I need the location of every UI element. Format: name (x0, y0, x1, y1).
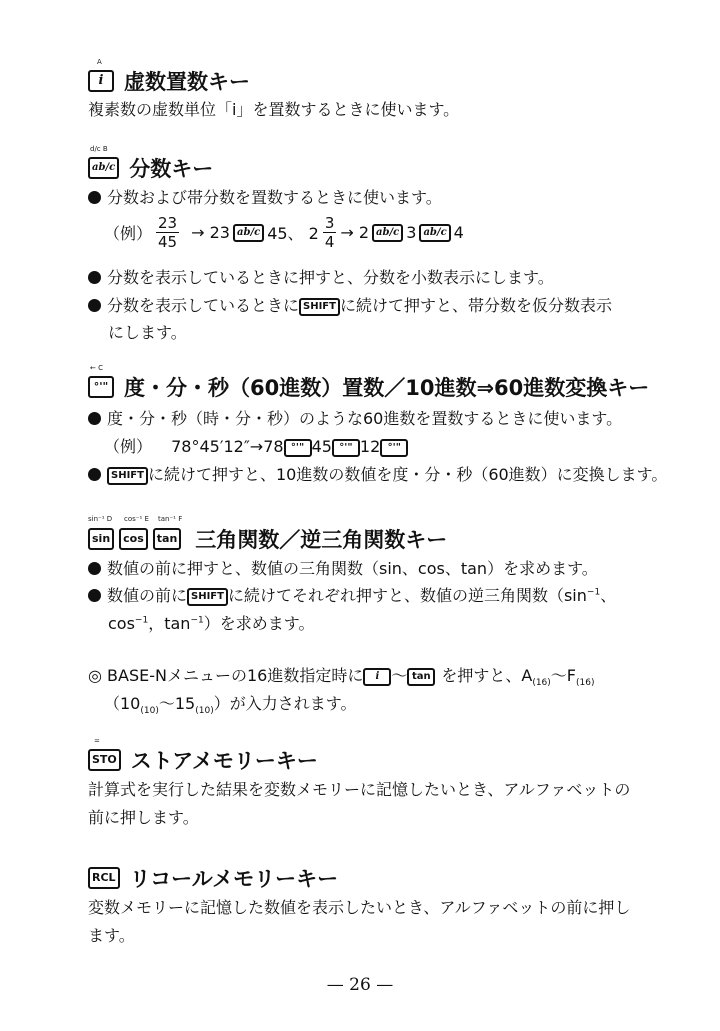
bullet-text: 分数を表示しているときに (107, 296, 300, 315)
bullet-text: 数値の前に (107, 586, 188, 605)
bullet-item (88, 462, 667, 485)
key-shift-label: ← C (90, 364, 103, 372)
key-shift-label: cos⁻¹ E (124, 515, 149, 523)
sin-key-icon: sin (88, 528, 114, 550)
dms-key-icon: °'" (88, 376, 114, 398)
bullet-icon (88, 412, 101, 425)
note-text: 〜15 (158, 694, 196, 713)
bullet-item (88, 583, 616, 606)
note-line (88, 663, 595, 688)
key-shift-label: sin⁻¹ D (88, 515, 113, 523)
key-shift-label: tan⁻¹ F (158, 515, 183, 523)
note-text: 〜F (550, 666, 577, 685)
denominator: 4 (324, 233, 335, 251)
note-text: （10 (104, 694, 141, 713)
bullet-text: 分数および帯分数を置数するときに使います。 (107, 188, 442, 207)
note-text: ◎ BASE-Nメニューの16進数指定時に (88, 666, 364, 685)
bullet-text: 度・分・秒（時・分・秒）のような60進数を置数するときに使います。 (107, 409, 623, 428)
bullet-item (88, 265, 554, 288)
bullet-text: cos (108, 614, 135, 633)
section-title: 三角関数／逆三角関数キー (195, 528, 448, 552)
rcl-key-icon: RCL (88, 867, 120, 889)
note-text: ）が入力されます。 (213, 694, 357, 713)
section-description: 計算式を実行した結果を変数メモリーに記憶したいとき、アルファベットの (88, 780, 631, 799)
dms-key-icon: °'" (380, 439, 408, 457)
section-title: 虚数置数キー (124, 70, 250, 94)
bullet-text: 、 (600, 586, 617, 605)
superscript: −1 (190, 615, 204, 626)
note-text: を押すと、A (441, 666, 533, 685)
bullet-icon (88, 191, 101, 204)
bullet-item (88, 185, 442, 208)
subscript: (16) (576, 678, 595, 689)
bullet-item (88, 293, 612, 316)
section-title: リコールメモリーキー (129, 867, 339, 891)
superscript: −1 (586, 587, 601, 598)
imaginary-key-icon: i (363, 668, 391, 686)
section-description: 変数メモリーに記憶した数値を表示したいとき、アルファベットの前に押し (88, 898, 631, 917)
example-text: → 23 (191, 223, 230, 242)
example-label: （例） (104, 224, 153, 243)
bullet-text: ，tan (148, 614, 191, 633)
example-text: → 2 (340, 223, 370, 242)
bullet-continuation: にします。 (108, 323, 187, 342)
subscript: (10) (195, 706, 214, 717)
page-number: — 26 — (326, 975, 394, 995)
example-text: 78°45′12″→78 (171, 437, 284, 456)
dms-key-icon: °'" (284, 439, 312, 457)
subscript: (16) (532, 678, 551, 689)
bullet-icon (88, 562, 101, 575)
key-shift-label: A (97, 58, 102, 66)
tan-key-icon: tan (153, 528, 182, 550)
bullet-icon (88, 589, 101, 602)
example-line (104, 434, 408, 457)
example-line (104, 214, 464, 251)
section-title: ストアメモリーキー (130, 749, 318, 773)
fraction-key-icon: ab/c (372, 224, 403, 242)
bullet-text: に続けてそれぞれ押すと、数値の逆三角関数（sin (227, 586, 587, 605)
bullet-text: ）を求めます。 (203, 614, 315, 633)
superscript: −1 (134, 615, 149, 626)
example-text: 45、 2 (267, 224, 319, 243)
section-title: 分数キー (129, 157, 214, 181)
bullet-text: に続けて押すと、帯分数を仮分数表示 (339, 296, 612, 315)
note-line (104, 691, 356, 716)
bullet-item (88, 556, 598, 579)
bullet-icon (88, 271, 101, 284)
example-text: 3 (406, 223, 417, 242)
subscript: (10) (140, 706, 159, 717)
fraction-key-icon: ab/c (88, 157, 119, 179)
key-shift-label: = (94, 737, 100, 745)
fraction-key-icon: ab/c (419, 224, 450, 242)
bullet-icon (88, 299, 101, 312)
shift-key-icon: SHIFT (187, 588, 228, 606)
shift-key-icon: SHIFT (107, 467, 148, 485)
section-description: 前に押します。 (88, 808, 199, 827)
section-description: ます。 (88, 926, 135, 945)
bullet-text: に続けて押すと、10進数の数値を度・分・秒（60進数）に変換します。 (147, 465, 668, 484)
section-description: 複素数の虚数単位「i」を置数するときに使います。 (88, 100, 460, 119)
imaginary-key-icon: i (88, 70, 114, 92)
example-text: 12 (359, 437, 381, 456)
dms-key-icon: °'" (332, 439, 360, 457)
note-text: 〜 (391, 666, 408, 685)
key-shift-label: d/c B (90, 145, 108, 153)
bullet-item (88, 406, 622, 429)
tan-key-icon: tan (407, 668, 435, 686)
sto-key-icon: STO (88, 749, 121, 771)
fraction (156, 214, 179, 251)
bullet-icon (88, 468, 101, 481)
numerator: 23 (158, 214, 178, 232)
fraction-key-icon: ab/c (233, 224, 264, 242)
shift-key-icon: SHIFT (299, 298, 340, 316)
bullet-text: 数値の前に押すと、数値の三角関数（sin、cos、tan）を求めます。 (107, 559, 598, 578)
fraction (323, 214, 337, 251)
bullet-text: 分数を表示しているときに押すと、分数を小数表示にします。 (107, 268, 554, 287)
denominator: 45 (158, 233, 178, 251)
example-text: 45 (311, 437, 332, 456)
section-title: 度・分・秒（60進数）置数／10進数⇒60進数変換キー (124, 376, 650, 400)
example-text: 4 (453, 223, 464, 242)
numerator: 3 (324, 214, 335, 232)
cos-key-icon: cos (119, 528, 148, 550)
example-label: （例） (104, 437, 153, 456)
bullet-continuation (108, 611, 314, 634)
